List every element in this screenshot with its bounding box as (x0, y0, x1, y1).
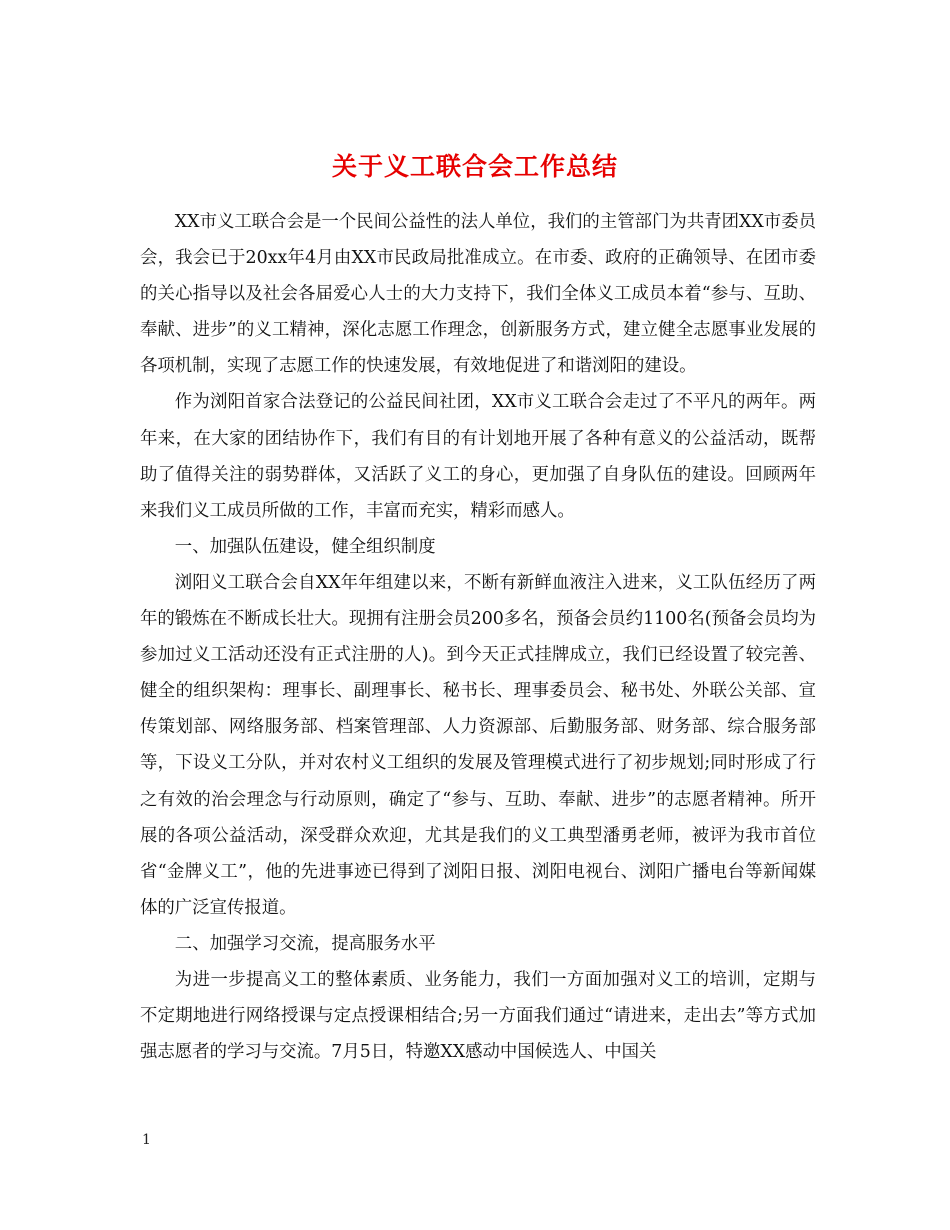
paragraph-intro: XX市义工联合会是一个民间公益性的法人单位，我们的主管部门为共青团XX市委员会，我会已于20xx年4月由XX市民政局批准成立。在市委、政府的正确领导、在团市委的关心指导以及社会各届爱心人士的大力支持下，我们全体义工成员本着“参与、互助、奉献、进步”的义工精神，深化志愿工作理念，创新服务方式，建立健全志愿事业发展的各项机制，实现了志愿工作的快速发展，有效地促进了和谐浏阳的建设。 (140, 212, 816, 377)
page-number: 1 (142, 1132, 151, 1148)
paragraph-team-building: 浏阳义工联合会自XX年年组建以来，不断有新鲜血液注入进来，义工队伍经历了两年的锻炼在不断成长壮大。现拥有注册会员200多名，预备会员约1100名(预备会员均为参加过义工活动还没有正式注册的人)。到今天正式挂牌成立，我们已经设置了较完善、健全的组织架构：理事长、副理事长、秘书长、理事委员会、秘书处、外联公关部、宣传策划部、网络服务部、档案管理部、人力资源部、后勤服务部、财务部、综合服务部等，下设义工分队，并对农村义工组织的发展及管理模式进行了初步规划;同时形成了行之有效的治会理念与行动原则，确定了“参与、互助、奉献、进步”的志愿者精神。所开展的各项公益活动，深受群众欢迎，尤其是我们的义工典型潘勇老师，被评为我市首位省“金牌义工”，他的先进事迹已得到了浏阳日报、浏阳电视台、浏阳广播电台等新闻媒体的广泛宣传报道。 (140, 572, 816, 918)
paragraph-two-years: 作为浏阳首家合法登记的公益民间社团，XX市义工联合会走过了不平凡的两年。两年来，在大家的团结协作下，我们有目的有计划地开展了各种有意义的公益活动，既帮助了值得关注的弱势群体，又活跃了义工的身心，更加强了自身队伍的建设。回顾两年来我们义工成员所做的工作，丰富而充实，精彩而感人。 (140, 392, 816, 521)
document-title: 关于义工联合会工作总结 (331, 151, 618, 181)
document-body (140, 204, 816, 1070)
section-heading-team-building: 一、加强队伍建设，健全组织制度 (174, 536, 436, 557)
section-heading-learning-exchange: 二、加强学习交流，提高服务水平 (174, 933, 436, 954)
paragraph-learning-exchange: 为进一步提高义工的整体素质、业务能力，我们一方面加强对义工的培训，定期与不定期地进行网络授课与定点授课相结合;另一方面我们通过“请进来，走出去”等方式加强志愿者的学习与交流。7月5日，特邀XX感动中国候选人、中国关 (140, 969, 816, 1063)
